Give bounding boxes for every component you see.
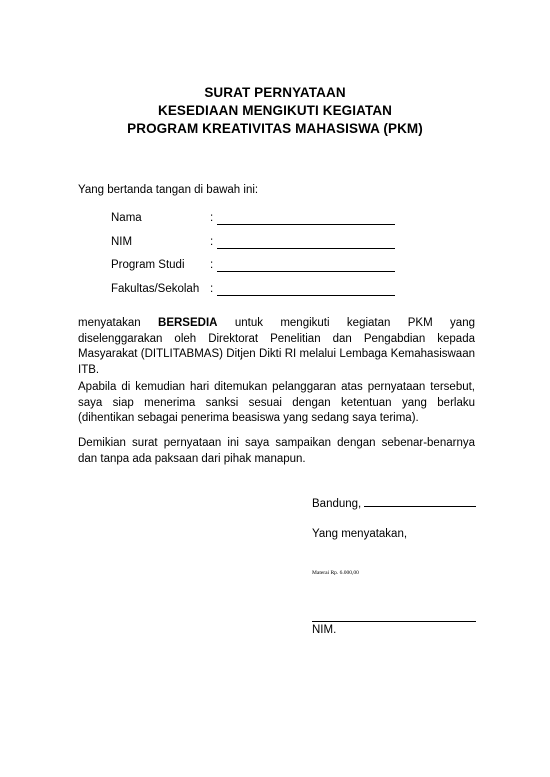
nim-blank-line[interactable] xyxy=(217,248,395,249)
field-label-nim: NIM xyxy=(111,235,133,248)
signature-line[interactable] xyxy=(312,621,476,622)
place-label: Bandung, xyxy=(312,498,365,510)
statement-rest: untuk mengikuti kegiatan PKM yang diselenggarakan oleh Direktorat Penelitian dan Pengabdian kepada Masyarakat (DITLITABMAS) Ditjen Dikti RI melalui Lembaga Kemahasiswaan ITB. xyxy=(78,317,475,376)
stamp-note: Materai Rp. 6.000,00 xyxy=(312,570,359,576)
declarer-label: Yang menyatakan, xyxy=(312,528,408,540)
field-colon: : xyxy=(210,259,214,271)
fakultas-blank-line[interactable] xyxy=(217,295,395,296)
nama-blank-line[interactable] xyxy=(217,224,395,225)
field-label-program-studi: Program Studi xyxy=(111,259,185,271)
closing-paragraph: Demikian surat pernyataan ini saya sampaikan dengan sebenar-benarnya dan tanpa ada paksaan dari pihak manapun. xyxy=(78,437,475,465)
field-colon: : xyxy=(210,235,214,248)
field-label-nama: Nama xyxy=(111,212,142,224)
title-line-2: KESEDIAAN MENGIKUTI KEGIATAN xyxy=(157,103,393,118)
program-studi-blank-line[interactable] xyxy=(217,271,395,272)
field-colon: : xyxy=(210,282,214,295)
statement-prefix: menyatakan xyxy=(78,317,159,329)
title-line-3: PROGRAM KREATIVITAS MAHASISWA (PKM) xyxy=(127,121,423,136)
intro-text: Yang bertanda tangan di bawah ini: xyxy=(78,184,259,196)
field-colon: : xyxy=(210,212,214,224)
field-label-fakultas: Fakultas/Sekolah xyxy=(111,282,200,295)
title-line-1: SURAT PERNYATAAN xyxy=(204,85,346,100)
signature-nim: NIM. xyxy=(312,624,337,636)
sanction-paragraph: Apabila di kemudian hari ditemukan pelanggaran atas pernyataan tersebut, saya siap menerima sanksi sesuai dengan ketentuan yang berlaku (dihentikan sebagai penerima beasiswa yang sedang saya terima). xyxy=(78,381,475,424)
date-blank-line[interactable] xyxy=(364,496,476,507)
statement-bold: BERSEDIA xyxy=(158,317,218,329)
statement-paragraph xyxy=(78,316,475,378)
place-date xyxy=(312,496,476,510)
document-title xyxy=(0,84,550,138)
